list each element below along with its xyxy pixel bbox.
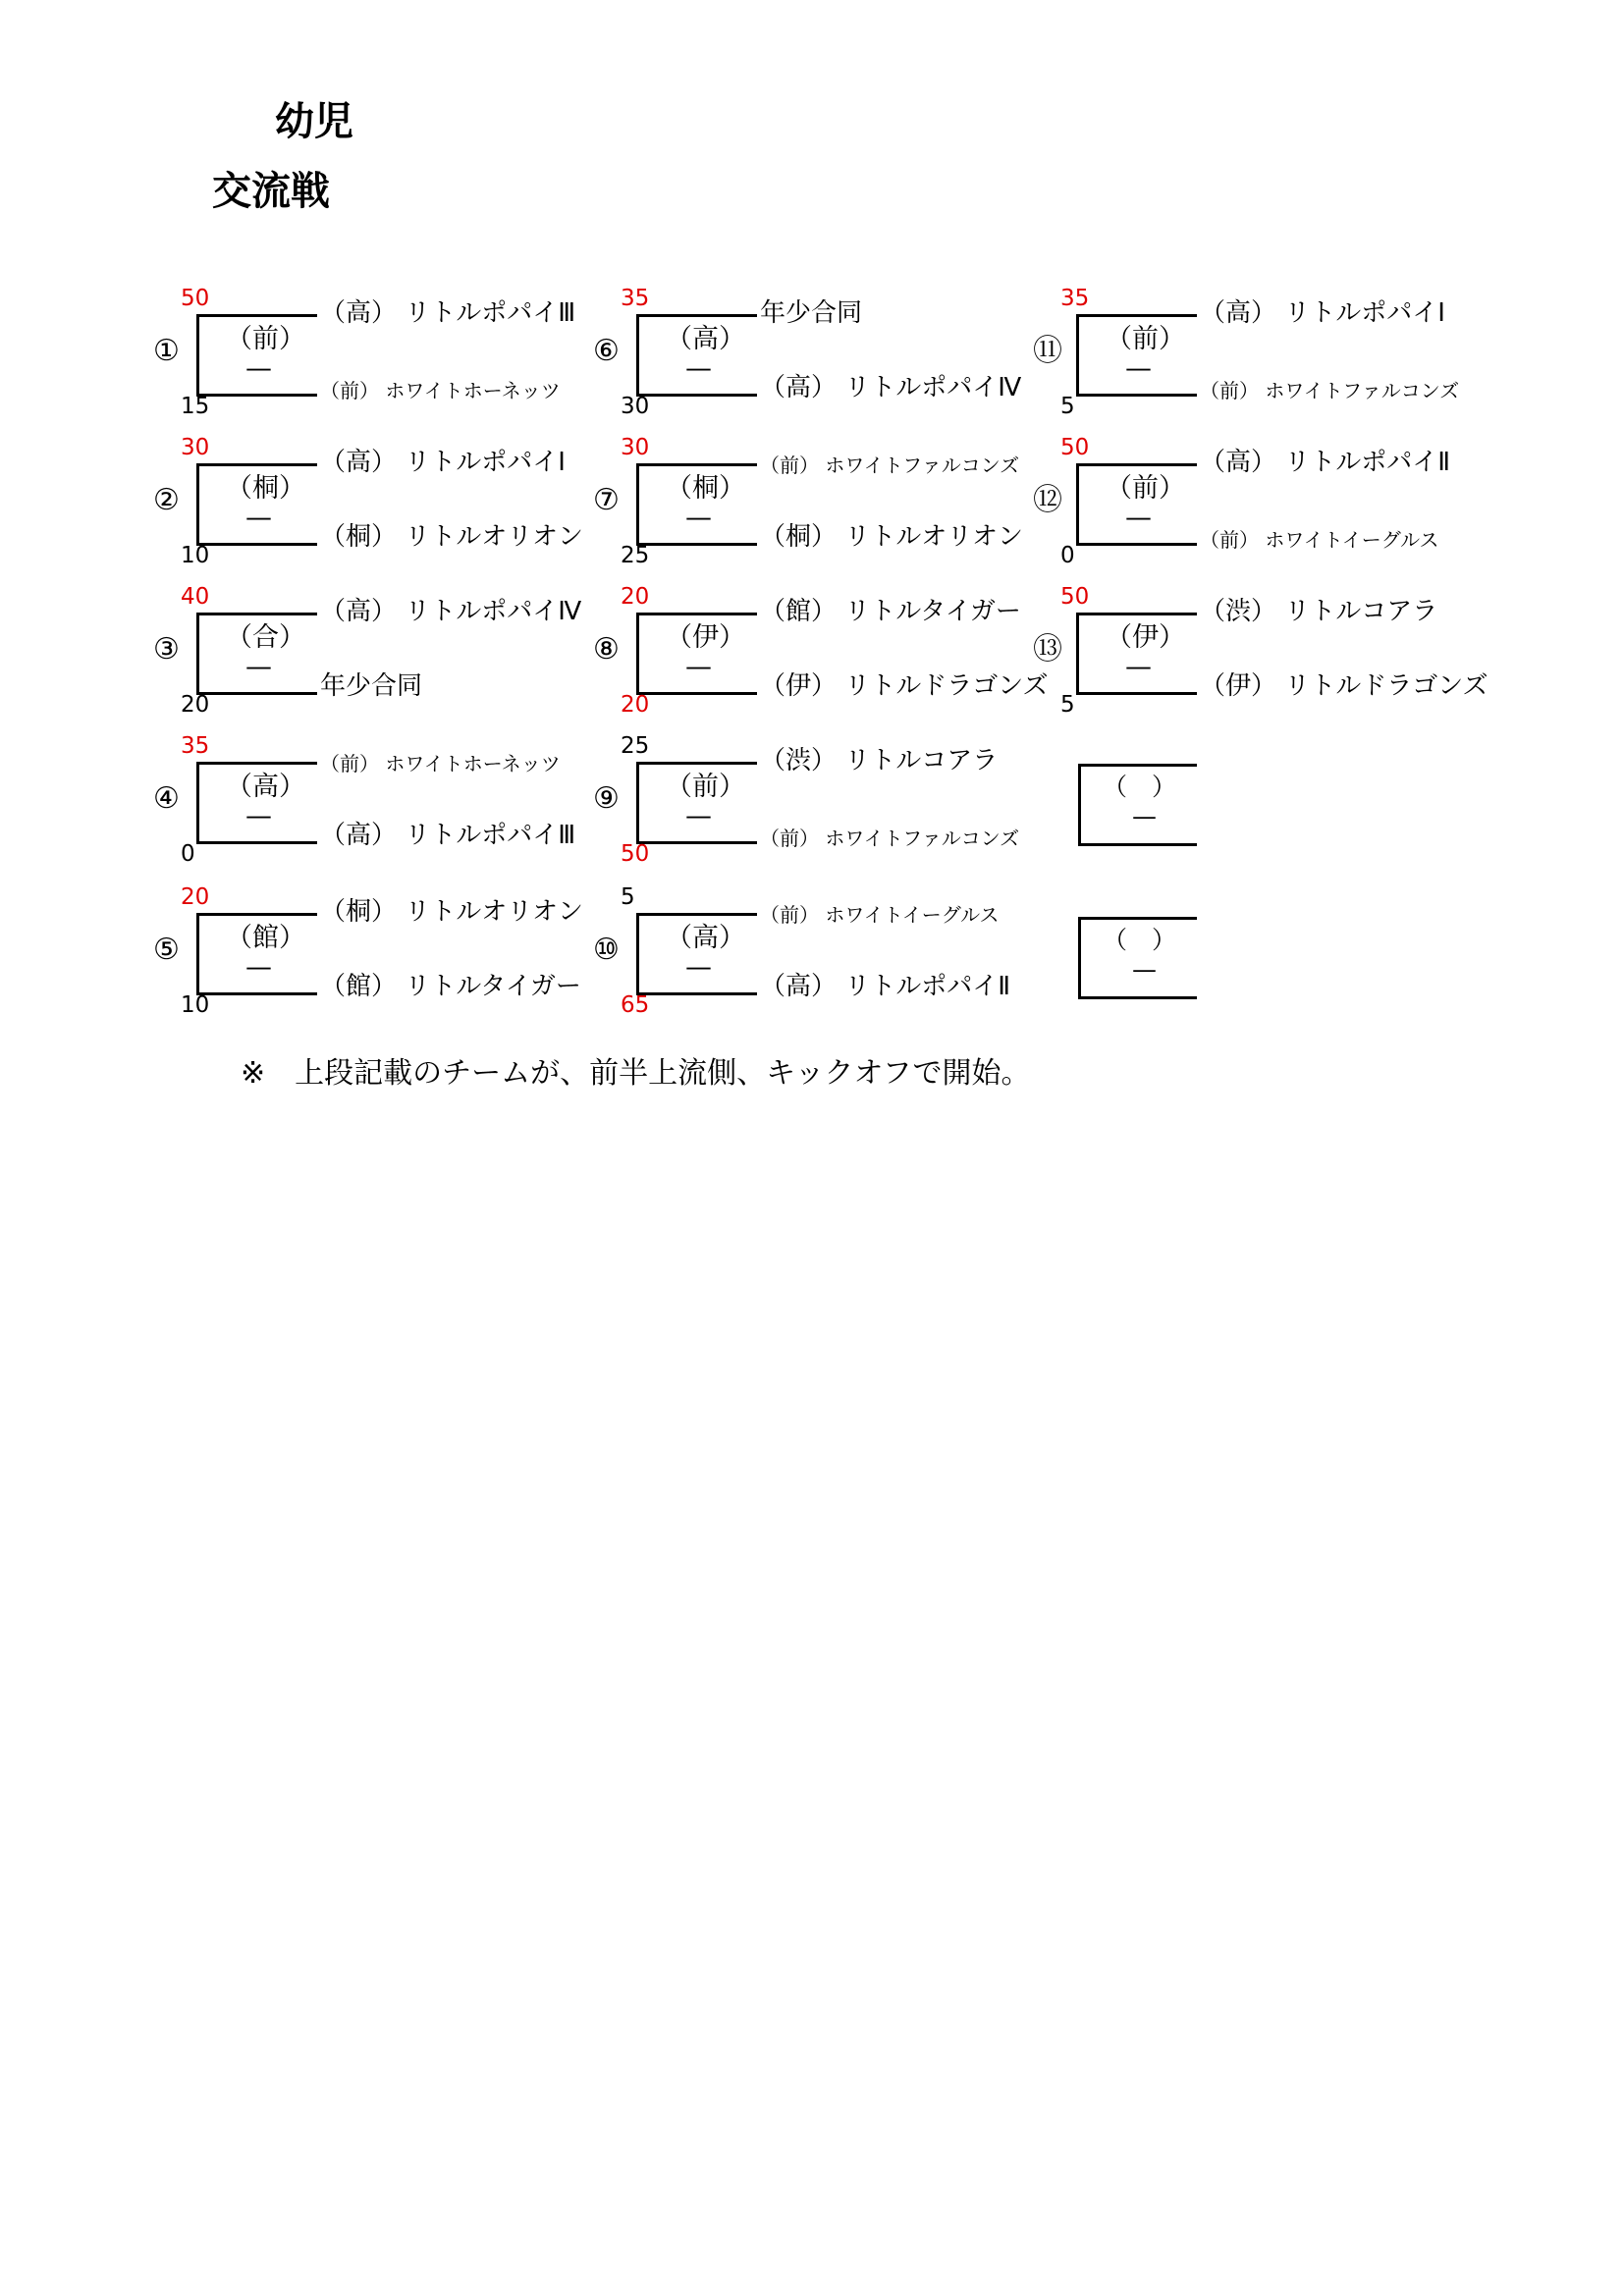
venue-label: （館） bbox=[226, 923, 305, 953]
match-bracket bbox=[593, 733, 1031, 876]
venue-label: （前） bbox=[1106, 473, 1185, 504]
match-bracket bbox=[1033, 286, 1471, 428]
score-bottom: 5 bbox=[1060, 692, 1075, 718]
match-number: ⑦ bbox=[593, 483, 620, 517]
venue-dash: — bbox=[1125, 503, 1152, 533]
score-bottom: 25 bbox=[621, 543, 650, 568]
venue-dash: — bbox=[685, 801, 712, 831]
team-top: （桐） リトルオリオン bbox=[320, 897, 584, 927]
match-bracket bbox=[593, 286, 1031, 428]
venue-dash: — bbox=[685, 652, 712, 682]
team-top: （高） リトルポパイⅠ bbox=[320, 448, 566, 477]
venue-dash: — bbox=[245, 952, 272, 983]
match-bracket bbox=[153, 733, 591, 876]
match-number: ⑨ bbox=[593, 781, 620, 816]
match-bracket bbox=[153, 286, 591, 428]
team-top: （高） リトルポパイⅠ bbox=[1200, 298, 1445, 328]
team-bottom: （高） リトルポパイⅡ bbox=[760, 972, 1011, 1001]
team-top: （渋） リトルコアラ bbox=[1200, 597, 1438, 626]
score-bottom: 20 bbox=[621, 692, 650, 718]
venue-label: （伊） bbox=[666, 622, 745, 653]
team-top: （高） リトルポパイⅣ bbox=[320, 597, 582, 626]
score-top: 25 bbox=[621, 733, 650, 759]
score-top: 50 bbox=[1060, 584, 1090, 610]
empty-match-slot bbox=[1078, 764, 1197, 846]
match-number: ⑬ bbox=[1033, 632, 1062, 667]
match-number: ⑥ bbox=[593, 334, 620, 368]
team-bottom: （前） ホワイトイーグルス bbox=[1200, 528, 1439, 552]
score-top: 50 bbox=[1060, 435, 1090, 460]
team-top: （前） ホワイトファルコンズ bbox=[760, 454, 1020, 477]
venue-label: （高） bbox=[666, 324, 745, 354]
venue-label: （桐） bbox=[226, 473, 305, 504]
team-bottom: （前） ホワイトホーネッツ bbox=[320, 379, 561, 402]
match-bracket bbox=[1033, 584, 1489, 726]
team-top: 年少合同 bbox=[760, 298, 863, 328]
team-bottom: （伊） リトルドラゴンズ bbox=[760, 671, 1049, 701]
match-bracket bbox=[153, 435, 591, 577]
venue-label: （合） bbox=[226, 622, 305, 653]
match-number: ⑤ bbox=[153, 933, 180, 967]
match-number: ⑧ bbox=[593, 632, 620, 667]
page-title-line1: 幼児 bbox=[275, 99, 353, 144]
score-bottom: 20 bbox=[181, 692, 210, 718]
match-bracket bbox=[1033, 435, 1471, 577]
venue-label: （前） bbox=[226, 324, 305, 354]
score-top: 5 bbox=[621, 884, 635, 910]
empty-dash: — bbox=[1132, 802, 1157, 830]
match-bracket bbox=[153, 884, 591, 1027]
venue-label: （伊） bbox=[1106, 622, 1185, 653]
match-number: ⑫ bbox=[1033, 483, 1062, 517]
team-bottom: （高） リトルポパイⅣ bbox=[760, 373, 1022, 402]
team-bottom: （前） ホワイトファルコンズ bbox=[1200, 379, 1460, 402]
venue-dash: — bbox=[685, 952, 712, 983]
venue-dash: — bbox=[245, 801, 272, 831]
venue-label: （高） bbox=[666, 923, 745, 953]
score-top: 30 bbox=[621, 435, 650, 460]
venue-dash: — bbox=[685, 353, 712, 384]
venue-label: （高） bbox=[226, 772, 305, 802]
team-bottom: （館） リトルタイガー bbox=[320, 972, 581, 1001]
venue-dash: — bbox=[1125, 353, 1152, 384]
match-number: ③ bbox=[153, 632, 180, 667]
match-number: ① bbox=[153, 334, 180, 368]
score-bottom: 0 bbox=[181, 841, 195, 867]
score-bottom: 10 bbox=[181, 992, 210, 1018]
venue-label: （前） bbox=[1106, 324, 1185, 354]
score-bottom: 30 bbox=[621, 394, 650, 419]
team-top: （高） リトルポパイⅡ bbox=[1200, 448, 1451, 477]
score-bottom: 5 bbox=[1060, 394, 1075, 419]
empty-venue-paren: （ ） bbox=[1103, 926, 1177, 954]
score-bottom: 15 bbox=[181, 394, 210, 419]
score-bottom: 10 bbox=[181, 543, 210, 568]
team-top: （前） ホワイトホーネッツ bbox=[320, 752, 561, 775]
match-number: ④ bbox=[153, 781, 180, 816]
team-bottom: （桐） リトルオリオン bbox=[320, 522, 584, 552]
match-bracket bbox=[593, 884, 1031, 1027]
score-top: 20 bbox=[181, 884, 210, 910]
footnote: ※ 上段記載のチームが、前半上流側、キックオフで開始。 bbox=[241, 1056, 1031, 1091]
match-bracket bbox=[153, 584, 591, 726]
empty-match-slot bbox=[1078, 917, 1197, 999]
venue-dash: — bbox=[245, 353, 272, 384]
score-bottom: 0 bbox=[1060, 543, 1075, 568]
match-bracket bbox=[593, 435, 1031, 577]
score-top: 30 bbox=[181, 435, 210, 460]
team-bottom: （桐） リトルオリオン bbox=[760, 522, 1024, 552]
venue-label: （桐） bbox=[666, 473, 745, 504]
team-bottom: （伊） リトルドラゴンズ bbox=[1200, 671, 1489, 701]
venue-dash: — bbox=[245, 503, 272, 533]
score-top: 35 bbox=[1060, 286, 1090, 311]
venue-dash: — bbox=[685, 503, 712, 533]
page-title-line2: 交流戦 bbox=[212, 169, 330, 214]
empty-venue-paren: （ ） bbox=[1103, 773, 1177, 801]
match-number: ⑩ bbox=[593, 933, 620, 967]
score-top: 40 bbox=[181, 584, 210, 610]
match-number: ② bbox=[153, 483, 180, 517]
team-bottom: 年少合同 bbox=[320, 671, 423, 701]
score-top: 35 bbox=[181, 733, 210, 759]
venue-dash: — bbox=[1125, 652, 1152, 682]
score-bottom: 50 bbox=[621, 841, 650, 867]
team-bottom: （前） ホワイトファルコンズ bbox=[760, 827, 1020, 850]
venue-dash: — bbox=[245, 652, 272, 682]
venue-label: （前） bbox=[666, 772, 745, 802]
empty-dash: — bbox=[1132, 955, 1157, 984]
score-top: 50 bbox=[181, 286, 210, 311]
score-bottom: 65 bbox=[621, 992, 650, 1018]
team-top: （館） リトルタイガー bbox=[760, 597, 1021, 626]
team-top: （前） ホワイトイーグルス bbox=[760, 903, 1000, 927]
score-top: 35 bbox=[621, 286, 650, 311]
team-top: （高） リトルポパイⅢ bbox=[320, 298, 576, 328]
match-number: ⑪ bbox=[1033, 334, 1062, 368]
score-top: 20 bbox=[621, 584, 650, 610]
team-bottom: （高） リトルポパイⅢ bbox=[320, 821, 576, 850]
team-top: （渋） リトルコアラ bbox=[760, 746, 999, 775]
